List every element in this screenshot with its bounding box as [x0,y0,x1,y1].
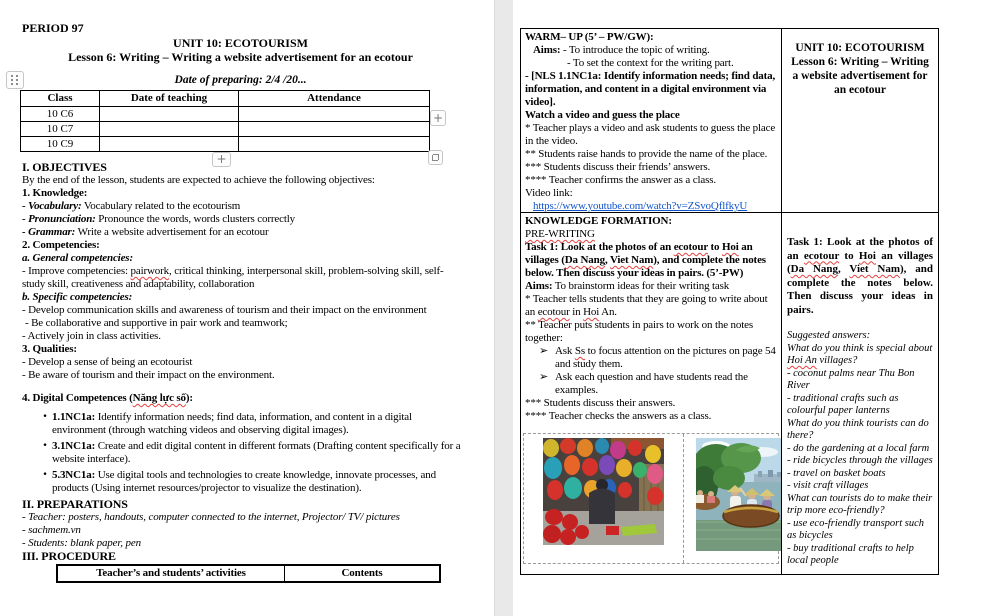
suggested-answer: - coconut palms near Thu Bon River [787,367,915,391]
blank-line [22,382,466,392]
knowledge-formation-row [521,213,938,574]
lantern-shop-photo[interactable] [543,438,664,545]
digital-item-2: • 3.1NC1a: Create and edit digital content in different formats (Drafting content specifically for a website interface). [38,440,466,466]
procedure-table [56,564,441,583]
lesson-procedure-table [520,28,939,575]
unit-title-line: UNIT 10: ECOTOURISM [795,42,925,54]
contents-cell [781,213,938,574]
page-2 [513,0,986,616]
arrow-bullet-icon: ➢ [539,371,549,383]
warmup-heading: WARM– UP (5’ – PW/GW): [525,31,654,43]
lesson-title [22,37,459,64]
class-cell: 10 C9 [21,136,99,151]
suggested-answer: - traditional crafts such as colourful paper lanterns [787,392,899,416]
misspelled-word: pairwork [130,265,170,277]
digital-competences-heading: 4. Digital Competences (Năng lực số): [22,392,193,404]
photo-cell [683,434,778,563]
suggested-answers-heading: Suggested answers: [787,330,871,341]
suggested-answer: - ride bicycles through the villages [787,455,933,466]
suggested-answer: - do the gardening at a local farm [787,442,930,454]
basket-boat-photo[interactable] [696,438,781,551]
page-gap [494,0,515,616]
knowledge-heading: 1. Knowledge: [22,187,88,199]
table-header-row [21,91,429,106]
table-row [21,136,429,151]
digital-item-3: • 5.3NC1a: Use digital tools and technologies to create knowledge, innovate processes, and products (Using internet resources/projector to visualize the destination). [38,469,466,495]
specific-line-3: - Actively join in class activities. [22,330,161,342]
objectives-heading: I. OBJECTIVES [22,160,107,174]
video-link [525,200,777,213]
attendance-cell[interactable] [238,106,429,121]
watch-video-heading: Watch a video and guess the place [525,109,680,121]
suggested-question-2: What do you think tourists can do there? [787,417,929,441]
table-row [21,121,429,136]
warmup-step: *** Students discuss their friends’ answers. [525,161,711,173]
col-header-contents: Contents [284,566,439,581]
bullet-icon: • [42,441,48,451]
competencies-heading: 2. Competencies: [22,239,100,251]
col-header-attendance: Attendance [238,91,429,106]
task1-subtask-1: ➢ Ask Ss to focus attention on the pictures on page 54 and study them. [539,345,776,370]
objectives-intro: By the end of the lesson, students are expected to achieve the following objectives: [22,174,375,186]
pronunciation-line: - Pronunciation: Pronounce the words, words clusters correctly [22,213,295,225]
suggested-answer: - travel on basket boats [787,467,886,479]
procedure-heading: III. PROCEDURE [22,549,116,563]
qualities-line-1: - Develop a sense of being an ecotourist [22,356,193,368]
qualities-heading: 3. Qualities: [22,343,77,355]
class-cell: 10 C7 [21,121,99,136]
date-of-preparing: Date of preparing: 2/4 /20... [174,74,307,86]
task1-instruction: Task 1: Look at the photos of an ecotour to Hoi an villages (Da Nang, Viet Nam), and complete the notes below. Then discuss your ideas in pairs. (5’-PW) [525,241,766,279]
suggested-answers [787,330,933,568]
task1-step-4: **** Teacher checks the answers as a class. [525,410,712,422]
warmup-row [521,29,938,213]
lesson-title-line: Lesson 6: Writing – Writing a website advertisement for an ecotour [791,56,929,96]
lesson-title-line: Lesson 6: Writing – Writing a website advertisement for an ecotour [68,49,413,64]
attendance-cell[interactable] [238,136,429,151]
task1-step-2: ** Teacher puts students in pairs to work on the notes together: [525,319,753,344]
warmup-aims-line-2: - To set the context for the writing part. [567,57,734,69]
objectives-section [22,161,466,583]
table-resize-handle-icon[interactable] [428,150,443,165]
preparations-line-3: - Students: blank paper, pen [22,537,141,549]
date-cell[interactable] [99,136,238,151]
bullet-icon: • [42,470,48,480]
preparations-heading: II. PREPARATIONS [22,497,128,511]
suggested-answer: - use eco-friendly transport such as bicycles [787,517,925,541]
class-cell: 10 C6 [21,106,99,121]
vocabulary-line: - Vocabulary: Vocabulary related to the ecotourism [22,200,241,212]
suggested-question-3: What can tourists do to make their trip more eco-friendly? [787,492,933,516]
warmup-activities-cell [521,29,781,213]
unit-title-line: UNIT 10: ECOTOURISM [173,36,308,50]
knowledge-formation-heading: KNOWLEDGE FORMATION: [525,215,672,227]
warmup-step: ** Students raise hands to provide the name of the place. [525,148,768,160]
warmup-step: * Teacher plays a video and ask students to guess the place in the video. [525,122,776,147]
table-row [21,106,429,121]
digital-item-1: • 1.1NC1a: Identify information needs; find data, information, and content in a digital environment (through watching videos and observing digital images). [38,411,466,437]
prewriting-heading: PRE-WRITING [525,228,595,240]
period-label: PERIOD 97 [22,21,84,35]
table-move-handle-icon[interactable] [6,71,24,89]
improve-competencies-line: - Improve competencies: pairwork, critical thinking, interpersonal skill, problem-solving skill, self-study skill, creativeness and adaptability, collaboration [22,265,444,290]
bullet-icon: • [42,412,48,422]
knowledge-formation-cell [521,213,781,574]
insert-row-button[interactable]: + [430,110,446,126]
preparations-line-1: - Teacher: posters, handouts, computer connected to the internet, Projector/ TV/ pictures [22,511,400,523]
col-header-class: Class [47,92,73,104]
col-header-activities: Teacher’s and students’ activities [96,567,246,579]
youtube-link[interactable]: https://www.youtube.com/watch?v=ZSvoQflfkyU [533,200,748,212]
specific-line-2: - Be collaborative and supportive in pair work and teamwork; [25,317,288,329]
arrow-bullet-icon: ➢ [539,345,549,357]
suggested-question-1: What do you think is special about Hoi An villages? [787,342,933,366]
photo-cell [524,434,683,563]
warmup-step: **** Teacher confirms the answer as a class. [525,174,716,186]
task1-step-3: *** Students discuss their answers. [525,397,676,409]
date-cell[interactable] [99,121,238,136]
suggested-answer: - visit craft villages [787,480,869,491]
warmup-aims-line: Aims: - To introduce the topic of writing. [533,44,710,56]
grammar-line: - Grammar: Write a website advertisement for an ecotour [22,226,269,238]
unit-title-cell [781,29,938,213]
specific-line-1: - Develop communication skills and awareness of tourism and their impact on the environment [22,304,427,316]
general-competencies-heading: a. General competencies: [22,252,133,264]
preparations-line-2: - sachmem.vn [22,524,81,536]
attendance-cell[interactable] [238,121,429,136]
video-link-label: Video link: [525,187,573,199]
qualities-line-2: - Be aware of tourism and their impact on the environment. [22,369,275,381]
task1-step-1: * Teacher tells students that they are going to write about an ecotour in Hoi An. [525,293,768,318]
task1-aims-line: Aims: To brainstorm ideas for their writing task [525,280,730,292]
contents-task1-instruction: Task 1: Look at the photos of an ecotour to Hoi an villages (Da Nang, Viet Nam), and complete the notes below. Then discuss your ideas in pairs. [787,236,934,316]
date-cell[interactable] [99,106,238,121]
class-attendance-table [20,90,430,152]
misspelled-word: Năng lực số [132,392,186,404]
col-header-date: Date of teaching [99,91,238,106]
specific-competencies-heading: b. Specific competencies: [22,291,133,303]
insert-row-button[interactable]: + [212,152,231,167]
nls-note: - [NLS 1.1NC1a: Identify information needs; find data, information, and content in a digital environment via video]. [525,70,776,108]
photos-table [523,433,779,564]
suggested-answer: - buy traditional crafts to help local people [787,542,914,566]
task1-subtask-2: ➢ Ask each question and have students read the examples. [539,371,748,396]
